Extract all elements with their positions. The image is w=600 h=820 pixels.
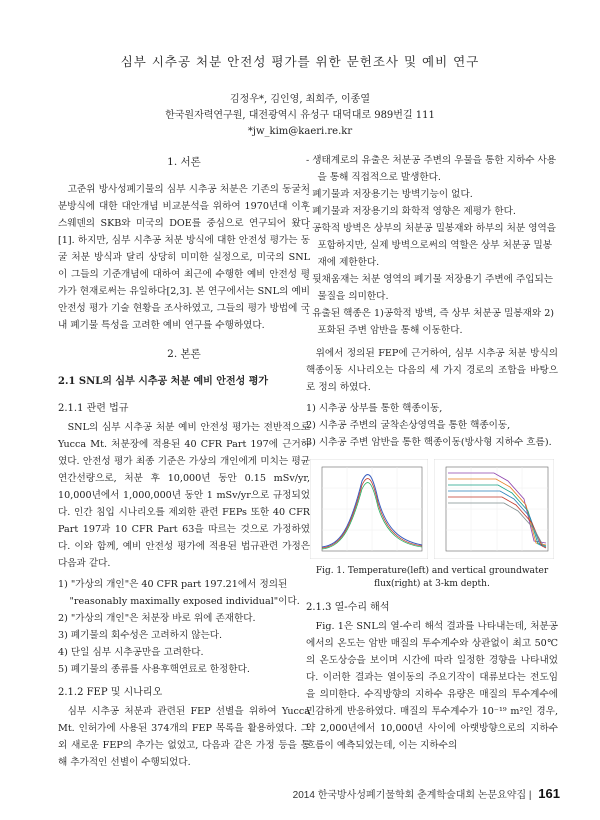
list-item: 1) 시추공 상부를 통한 핵종이동, xyxy=(306,403,443,414)
section-title-intro: 1. 서론 xyxy=(167,156,201,168)
figure-caption: Fig. 1. Temperature(left) and vertical groundwater flux(right) at 3-km depth. xyxy=(315,566,549,589)
list-item: 4) 단일 심부 시추공만을 고려한다. xyxy=(58,647,204,658)
left-column xyxy=(58,152,310,771)
list-item: 2) 시추공 주변의 굴착손상영역을 통한 핵종이동, xyxy=(306,420,511,431)
author-email: *jw_kim@kaeri.re.kr xyxy=(247,126,353,137)
affiliation: 한국원자력연구원, 대전광역시 유성구 대덕대로 989번길 111 xyxy=(165,110,435,121)
assumption-list xyxy=(58,576,310,678)
footer-text: 2014 한국방사성폐기물학회 춘계학술대회 논문요약집 xyxy=(292,790,527,801)
list-item: - 폐기물과 저장용기는 방벽기능이 없다. xyxy=(306,189,473,200)
intro-paragraph: 고준위 방사성폐기물의 심부 시추공 처분은 기존의 동굴처분방식에 대한 대안개념 비교분석을 위하여 1970년대 이후 스웨덴의 SKB와 미국의 DOE를 중심으로 연구되어 왔다[1]. 하지만, 심부 시추공 처분 방식에 대한 안전성 평가는 동굴 처분 방식과 달리 상당히 미미한 실정으로, 미국의 SNL이 그들의 기준개념에 대하여 최근에 수행한 예비 안전성 평가가 현재로써는 유일하다[2,3]. 본 연구에서는 SNL의 예비 안전성 평가 기술 현황을 조사하였고, 그들의 평가 방법에 국내 폐기물 특성을 고려한 예비 연구를 수행하였다. xyxy=(58,184,310,331)
list-item: 5) 폐기물의 종류를 사용후핵연료로 한정한다. xyxy=(58,664,250,675)
page-footer xyxy=(293,786,560,801)
list-item: - 폐기물과 저장용기의 화학적 영향은 제평가 한다. xyxy=(306,206,516,217)
subsection-title-regulation: 2.1.1 관련 법규 xyxy=(58,403,129,414)
list-item: 1) "가상의 개인"은 40 CFR part 197.21에서 정의된 "reasonably maximally exposed individual"이다. xyxy=(58,579,300,607)
author-list: 김정우*, 김인영, 최희주, 이종열 xyxy=(230,94,370,105)
figure-1 xyxy=(306,459,558,561)
footer-separator: | xyxy=(528,790,532,801)
list-item: 2) "가상의 개인"은 처분장 바로 위에 존재한다. xyxy=(58,613,256,624)
paper-title: 심부 시추공 처분 안전성 평가를 위한 문헌조사 및 예비 연구 xyxy=(120,54,480,69)
subsection-title-thermal: 2.1.3 열-수리 해석 xyxy=(306,602,390,613)
groundwater-flux-plot xyxy=(434,459,554,559)
pathway-list xyxy=(306,400,558,451)
list-item: 3) 시추공 주변 암반을 통한 핵종이동(방사형 지하수 흐름). xyxy=(306,437,552,448)
subsection-title-snl: 2.1 SNL의 심부 시추공 처분 예비 안전성 평가 xyxy=(58,376,269,387)
thermal-paragraph: Fig. 1은 SNL의 열-수리 해석 결과를 나타내는데, 처분공에서의 온도는 암반 매질의 투수계수와 상관없이 최고 50℃의 온도상승을 보이며 시간에 따라 일정한 경향을 나타내었다. 이러한 결과는 열이동의 주요기작이 대류보다는 전도임을 의미한다. 수직방향의 지하수 유량은 매질의 투수계수에 민감하게 반응하였다. 매질의 투수계수가 10⁻¹⁹ m²인 경우, 약 2,000년에서 10,000년 사이에 아랫방향으로의 지하수 흐름이 예측되었는데, 이는 지하수의 xyxy=(306,621,558,751)
temperature-plot xyxy=(310,459,428,559)
regulation-paragraph: SNL의 심부 시추공 처분 예비 안전성 평가는 전반적으로 Yucca Mt. 처분장에 적용된 40 CFR Part 197에 근거하였다. 안전성 평가 최종 기준은 가상의 개인에게 미치는 평균연간선량으로, 처분 후 10,000년 동안 0.15 mSv/yr, 10,000년에서 1,000,000년 동안 1 mSv/yr으로 규정되었다. 인간 침입 시나리오를 제외한 관련 FEPs 또한 40 CFR Part 197과 10 CFR Part 63을 따르는 것으로 가정하였다. 이와 함께, 예비 안전성 평가에 적용된 법규관련 가정은 다음과 같다. xyxy=(58,422,310,569)
list-item: - 공학적 방벽은 상부의 처분공 밀봉재와 하부의 처분 영역을 포함하지만, 실제 방벽으로써의 역할은 상부 처분공 밀봉재에 제한한다. xyxy=(306,223,557,268)
right-column xyxy=(306,152,558,754)
scenario-paragraph: 위에서 정의된 FEP에 근거하여, 심부 시추공 처분 방식의 핵종이동 시나리오는 다음의 세 가지 경로의 조합을 바탕으로 정의 하였다. xyxy=(306,348,558,393)
list-item: - 생태계로의 유출은 처분공 주변의 우물을 통한 지하수 사용을 통해 직접적으로 발생한다. xyxy=(306,155,557,183)
fep-paragraph: 심부 시추공 처분과 관련된 FEP 선별을 위하여 Yucca Mt. 인허가에 사용된 374개의 FEP 목록을 활용하였다. 그외 새로운 FEP의 추가는 없었고, 다음과 같은 가정 등을 통해 추가적인 선별이 수행되었다. xyxy=(58,706,310,768)
subsection-title-fep: 2.1.2 FEP 및 시나리오 xyxy=(58,687,163,698)
list-item: - 유출된 핵종은 1)공학적 방벽, 즉 상부 처분공 밀봉재와 2)포화된 주변 암반을 통해 이동한다. xyxy=(306,308,555,336)
list-item: - 뒷채움재는 처분 영역의 폐기물 저장용기 주변에 주입되는 물질을 의미한다. xyxy=(306,274,554,302)
section-title-body: 2. 본론 xyxy=(167,348,201,360)
list-item: 3) 폐기물의 회수성은 고려하지 않는다. xyxy=(58,630,223,641)
fep-assumption-list xyxy=(306,152,558,339)
page-number: 161 xyxy=(538,786,560,801)
paper-header xyxy=(0,52,600,140)
